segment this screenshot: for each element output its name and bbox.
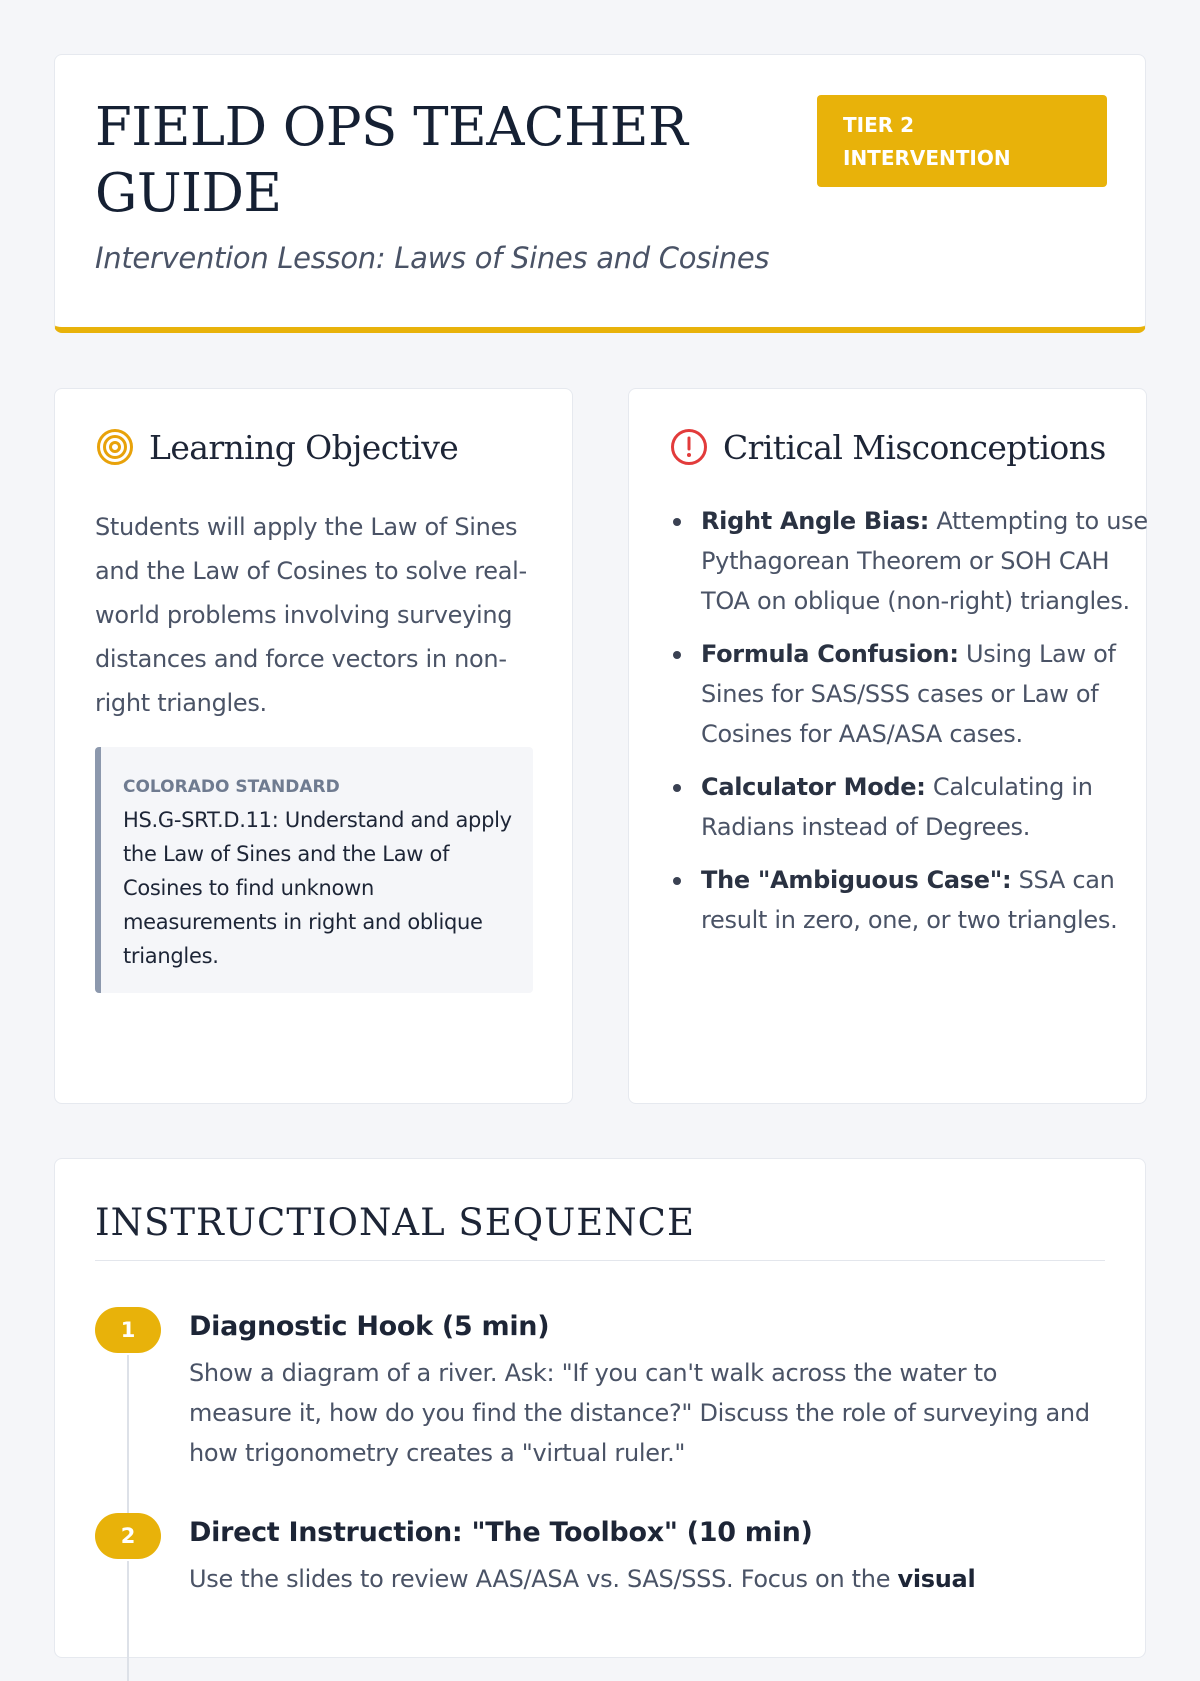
standard-label: COLORADO STANDARD	[123, 777, 340, 797]
sequence-heading: INSTRUCTIONAL SEQUENCE	[95, 1201, 1105, 1261]
misconception-term: Calculator Mode:	[701, 773, 926, 801]
misconception-text: SSA can result in zero, one, or two triangles.	[701, 866, 1118, 934]
misconceptions-header	[669, 427, 1106, 467]
learning-objective-heading: Learning Objective	[149, 427, 459, 467]
page-subtitle: Intervention Lesson: Laws of Sines and Cosines	[95, 241, 770, 275]
list-item	[701, 767, 1151, 847]
objective-text: Students will apply the Law of Sines and the Law of Cosines to solve real-world problems involving surveying distances and force vectors in non-right triangles.	[95, 513, 527, 717]
alert-circle-icon	[669, 427, 709, 467]
misconception-text: Attempting to use Pythagorean Theorem or SOH CAH TOA on oblique (non-right) triangles.	[701, 507, 1148, 615]
step-number-badge: 2	[95, 1513, 161, 1559]
step-connector-line	[127, 1561, 129, 1681]
step-number-badge: 1	[95, 1307, 161, 1353]
step-description	[189, 1559, 1099, 1599]
misconceptions-list	[669, 501, 1151, 953]
tier-badge: TIER 2 INTERVENTION	[817, 95, 1107, 187]
step-connector-line	[127, 1355, 129, 1521]
learning-objective-card	[54, 388, 573, 1104]
list-item	[701, 860, 1151, 940]
instructional-sequence-card	[54, 1158, 1146, 1658]
step-description: Show a diagram of a river. Ask: "If you can't walk across the water to measure it, how do you find the distance?" Discuss the role of surveying and how trigonometry creates a "virtual ruler."	[189, 1359, 1090, 1467]
list-item	[701, 634, 1151, 754]
standard-text: HS.G-SRT.D.11: Understand and apply the Law of Sines and the Law of Cosines to find unknown measurements in right and oblique triangles.	[123, 808, 512, 968]
misconceptions-heading: Critical Misconceptions	[723, 427, 1106, 467]
standard-callout	[95, 747, 533, 993]
misconception-term: The "Ambiguous Case":	[701, 866, 1012, 894]
misconceptions-card	[628, 388, 1147, 1104]
step-title: Direct Instruction: "The Toolbox" (10 min)	[189, 1517, 813, 1548]
step-title: Diagnostic Hook (5 min)	[189, 1311, 550, 1342]
misconception-term: Formula Confusion:	[701, 640, 959, 668]
step-description-emphasis: visual	[897, 1565, 976, 1593]
list-item	[701, 501, 1151, 621]
step-description-text: Use the slides to review AAS/ASA vs. SAS/SSS. Focus on the	[189, 1565, 898, 1593]
misconception-text: Using Law of Sines for SAS/SSS cases or Law of Cosines for AAS/ASA cases.	[701, 640, 1116, 748]
misconception-text: Calculating in Radians instead of Degrees.	[701, 773, 1093, 841]
misconception-term: Right Angle Bias:	[701, 507, 929, 535]
target-icon	[95, 427, 135, 467]
guide-header	[54, 54, 1146, 333]
page-title: FIELD OPS TEACHER GUIDE	[95, 97, 688, 224]
learning-objective-header	[95, 427, 458, 467]
